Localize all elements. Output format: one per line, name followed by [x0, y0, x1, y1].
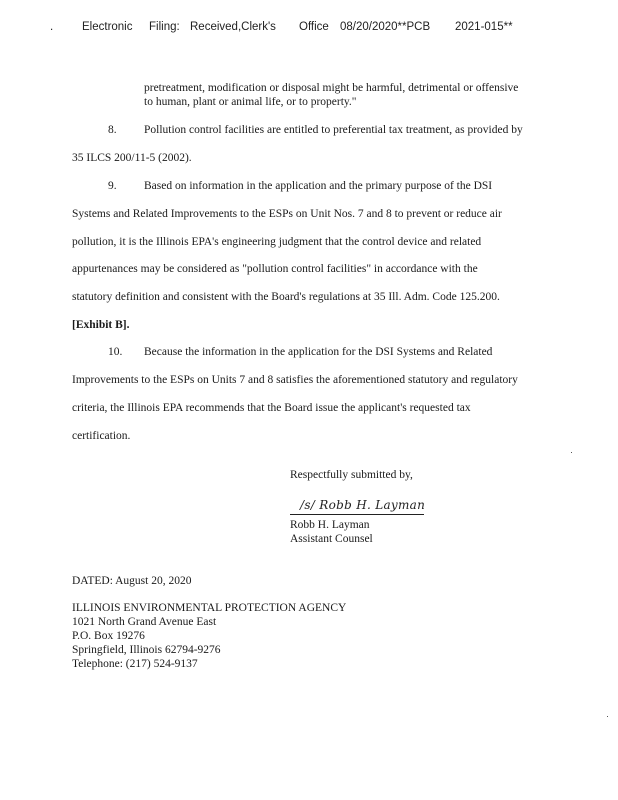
- header-docket: 2021-015**: [455, 21, 513, 33]
- paragraph-10-number: 10.: [108, 346, 123, 358]
- paragraph-10-line-4: certification.: [72, 430, 131, 442]
- scan-speck: [607, 716, 608, 717]
- header-electronic: Electronic: [82, 21, 133, 33]
- paragraph-9-line-1: Based on information in the application and the primary purpose of the DSI: [144, 180, 493, 192]
- quote-line-2: to human, plant or animal life, or to property.": [144, 96, 357, 108]
- dated-line: DATED: August 20, 2020: [72, 575, 192, 587]
- scan-speck: [571, 452, 572, 453]
- paragraph-9-exhibit: [Exhibit B].: [72, 319, 130, 331]
- signature-script: /s/ Robb H. Layman: [300, 498, 426, 512]
- paragraph-9-line-4: appurtenances may be considered as "pollution control facilities" in accordance with the: [72, 263, 478, 275]
- agency-address-3: Springfield, Illinois 62794-9276: [72, 644, 221, 656]
- signature-closing: Respectfully submitted by,: [290, 469, 413, 481]
- header-date: 08/20/2020**PCB: [340, 21, 431, 33]
- paragraph-8-number: 8.: [108, 124, 117, 136]
- paragraph-9-line-2: Systems and Related Improvements to the ESPs on Unit Nos. 7 and 8 to prevent or reduce air: [72, 208, 502, 220]
- agency-address-2: P.O. Box 19276: [72, 630, 145, 642]
- signer-name: Robb H. Layman: [290, 519, 370, 531]
- paragraph-9-line-5: statutory definition and consistent with the Board's regulations at 35 Ill. Adm. Code 125.200.: [72, 291, 500, 303]
- agency-telephone: Telephone: (217) 524-9137: [72, 658, 198, 670]
- paragraph-9-number: 9.: [108, 180, 117, 192]
- header-received: Received,Clerk's: [190, 21, 276, 33]
- filing-header: [0, 21, 618, 35]
- paragraph-9-line-3: pollution, it is the Illinois EPA's engineering judgment that the control device and related: [72, 236, 482, 248]
- paragraph-10-line-1: Because the information in the application for the DSI Systems and Related: [144, 346, 493, 358]
- header-marker: .: [50, 21, 54, 33]
- paragraph-8-line-2: 35 ILCS 200/11-5 (2002).: [72, 152, 192, 164]
- paragraph-8-line-1: Pollution control facilities are entitled to preferential tax treatment, as provided by: [144, 124, 523, 136]
- header-office: Office: [299, 21, 329, 33]
- agency-address-1: 1021 North Grand Avenue East: [72, 616, 217, 628]
- agency-name: ILLINOIS ENVIRONMENTAL PROTECTION AGENCY: [72, 602, 347, 614]
- signature-line: [290, 514, 424, 515]
- header-filing: Filing:: [149, 21, 180, 33]
- paragraph-10-line-2: Improvements to the ESPs on Units 7 and 8 satisfies the aforementioned statutory and regulatory: [72, 374, 518, 386]
- quote-line-1: pretreatment, modification or disposal might be harmful, detrimental or offensive: [144, 82, 519, 94]
- paragraph-10-line-3: criteria, the Illinois EPA recommends that the Board issue the applicant's requested tax: [72, 402, 471, 414]
- signer-title: Assistant Counsel: [290, 533, 373, 545]
